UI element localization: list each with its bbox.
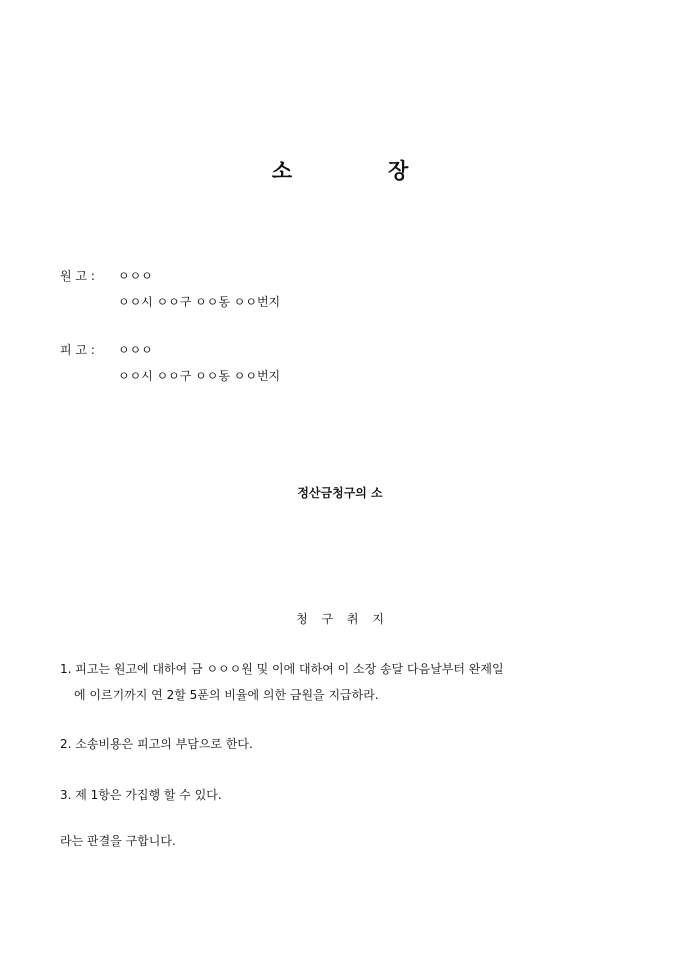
title-right-char: 장 [388,158,409,183]
claim-3-line-1: 3. 제 1항은 가집행 할 수 있다. [60,788,222,802]
claim-2-line-1: 2. 소송비용은 피고의 부담으로 한다. [60,737,253,751]
plaintiff-block [60,263,280,315]
claim-item-3 [60,786,640,803]
claim-item-1 [60,656,640,708]
defendant-block [60,337,280,389]
claim-item-2 [60,735,640,752]
defendant-address: ㅇㅇ시 ㅇㅇ구 ㅇㅇ동 ㅇㅇ번지 [118,369,281,383]
section-heading: 청 구 취 지 [296,612,384,626]
closing-statement: 라는 판결을 구합니다. [60,834,176,848]
claim-1-line-2: 에 이르기까지 연 2할 5푼의 비율에 의한 금원을 지급하라. [74,688,379,702]
case-name: 정산금청구의 소 [297,486,383,500]
claim-1-line-1: 1. 피고는 원고에 대하여 금 ㅇㅇㅇ원 및 이에 대하여 이 소장 송달 다음날부터 완제일 [60,662,504,676]
plaintiff-address: ㅇㅇ시 ㅇㅇ구 ㅇㅇ동 ㅇㅇ번지 [118,295,281,309]
defendant-name: ㅇㅇㅇ [118,343,153,357]
defendant-label: 피 고 : [60,343,95,357]
plaintiff-name: ㅇㅇㅇ [118,269,153,283]
document-title [0,155,680,185]
title-left-char: 소 [271,158,292,183]
plaintiff-label: 원 고 : [60,269,95,283]
